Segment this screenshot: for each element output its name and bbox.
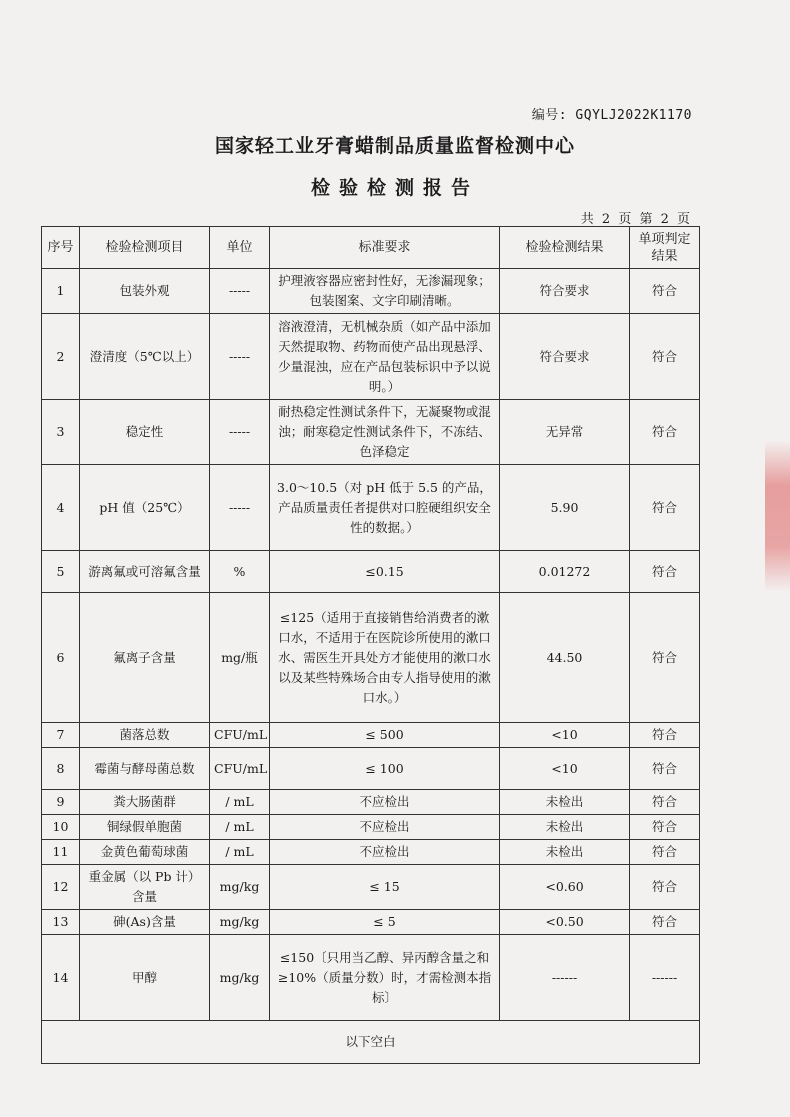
row-result: <10 (500, 748, 630, 790)
row-unit: mg/kg (210, 935, 270, 1021)
row-judgement: 符合 (630, 593, 700, 723)
row-judgement: 符合 (630, 910, 700, 935)
row-result: <0.50 (500, 910, 630, 935)
row-unit: / mL (210, 815, 270, 840)
row-judgement: 符合 (630, 723, 700, 748)
page-counter: 共 2 页 第 2 页 (580, 212, 690, 227)
row-unit: ----- (210, 465, 270, 551)
row-no: 7 (42, 723, 80, 748)
row-judgement: 符合 (630, 400, 700, 465)
row-standard: ≤150〔只用当乙醇、异丙醇含量之和≥10%（质量分数）时，才需检测本指标〕 (270, 935, 500, 1021)
row-item: 氟离子含量 (80, 593, 210, 723)
table-row (42, 748, 700, 790)
row-judgement: ------ (630, 935, 700, 1021)
col-header-judgement: 单项判定结果 (630, 227, 700, 269)
row-result: 44.50 (500, 593, 630, 723)
row-no: 2 (42, 314, 80, 400)
table-row (42, 314, 700, 400)
stamp-seal (765, 440, 790, 592)
row-item: 砷(As)含量 (80, 910, 210, 935)
row-item: 稳定性 (80, 400, 210, 465)
row-result: <0.60 (500, 865, 630, 910)
row-judgement: 符合 (630, 465, 700, 551)
row-unit: / mL (210, 790, 270, 815)
row-no: 9 (42, 790, 80, 815)
row-item: 澄清度（5℃以上） (80, 314, 210, 400)
row-item: 霉菌与酵母菌总数 (80, 748, 210, 790)
table-row (42, 269, 700, 314)
row-standard: 不应检出 (270, 815, 500, 840)
col-header-standard: 标准要求 (270, 227, 500, 269)
report-title: 检验检测报告 (310, 177, 479, 199)
row-result: 未检出 (500, 815, 630, 840)
row-result: ------ (500, 935, 630, 1021)
row-item: 铜绿假单胞菌 (80, 815, 210, 840)
row-no: 3 (42, 400, 80, 465)
row-no: 6 (42, 593, 80, 723)
row-no: 13 (42, 910, 80, 935)
results-table (41, 226, 700, 1064)
row-unit: ----- (210, 269, 270, 314)
row-no: 1 (42, 269, 80, 314)
row-item: pH 值（25℃） (80, 465, 210, 551)
row-unit: mg/瓶 (210, 593, 270, 723)
row-no: 8 (42, 748, 80, 790)
row-standard: ≤0.15 (270, 551, 500, 593)
row-standard: ≤ 100 (270, 748, 500, 790)
row-item: 菌落总数 (80, 723, 210, 748)
row-item: 包装外观 (80, 269, 210, 314)
table-row (42, 723, 700, 748)
table-row (42, 815, 700, 840)
table-row (42, 551, 700, 593)
row-judgement: 符合 (630, 790, 700, 815)
row-item: 甲醇 (80, 935, 210, 1021)
row-unit: / mL (210, 840, 270, 865)
row-unit: ----- (210, 400, 270, 465)
row-standard: 溶液澄清，无机械杂质（如产品中添加天然提取物、药物而使产品出现悬浮、少量混浊，应在产品包装标识中予以说明。） (270, 314, 500, 400)
col-header-result: 检验检测结果 (500, 227, 630, 269)
row-no: 10 (42, 815, 80, 840)
row-unit: CFU/mL (210, 748, 270, 790)
table-row (42, 790, 700, 815)
row-standard: 3.0～10.5（对 pH 低于 5.5 的产品，产品质量责任者提供对口腔硬组织安全性的数据。） (270, 465, 500, 551)
table-end-row (42, 1021, 700, 1064)
row-judgement: 符合 (630, 865, 700, 910)
table-row (42, 840, 700, 865)
organization-name: 国家轻工业牙膏蜡制品质量监督检测中心 (214, 135, 575, 157)
row-unit: CFU/mL (210, 723, 270, 748)
row-item: 金黄色葡萄球菌 (80, 840, 210, 865)
row-standard: 不应检出 (270, 840, 500, 865)
table-row (42, 865, 700, 910)
row-no: 5 (42, 551, 80, 593)
row-judgement: 符合 (630, 551, 700, 593)
row-standard: 耐热稳定性测试条件下，无凝聚物或混浊；耐寒稳定性测试条件下，不冻结、色泽稳定 (270, 400, 500, 465)
row-standard: 护理液容器应密封性好，无渗漏现象；包装图案、文字印刷清晰。 (270, 269, 500, 314)
row-standard: ≤ 500 (270, 723, 500, 748)
row-result: 符合要求 (500, 269, 630, 314)
row-standard: 不应检出 (270, 790, 500, 815)
row-unit: ----- (210, 314, 270, 400)
table-row (42, 465, 700, 551)
row-no: 14 (42, 935, 80, 1021)
row-judgement: 符合 (630, 314, 700, 400)
row-unit: mg/kg (210, 910, 270, 935)
row-result: <10 (500, 723, 630, 748)
report-code: 编号: GQYLJ2022K1170 (531, 108, 692, 123)
row-result: 5.90 (500, 465, 630, 551)
col-header-unit: 单位 (210, 227, 270, 269)
row-result: 未检出 (500, 840, 630, 865)
row-judgement: 符合 (630, 269, 700, 314)
table-row (42, 400, 700, 465)
row-judgement: 符合 (630, 815, 700, 840)
row-standard: ≤ 5 (270, 910, 500, 935)
row-judgement: 符合 (630, 840, 700, 865)
row-judgement: 符合 (630, 748, 700, 790)
row-no: 4 (42, 465, 80, 551)
col-header-item: 检验检测项目 (80, 227, 210, 269)
row-standard: ≤125（适用于直接销售给消费者的漱口水，不适用于在医院诊所使用的漱口水、需医生开具处方才能使用的漱口水以及某些特殊场合由专人指导使用的漱口水。） (270, 593, 500, 723)
row-no: 11 (42, 840, 80, 865)
row-item: 游离氟或可溶氟含量 (80, 551, 210, 593)
row-result: 未检出 (500, 790, 630, 815)
row-result: 符合要求 (500, 314, 630, 400)
row-standard: ≤ 15 (270, 865, 500, 910)
row-unit: mg/kg (210, 865, 270, 910)
row-no: 12 (42, 865, 80, 910)
row-item: 粪大肠菌群 (80, 790, 210, 815)
end-of-report-note: 以下空白 (42, 1021, 700, 1064)
row-unit: % (210, 551, 270, 593)
row-result: 0.01272 (500, 551, 630, 593)
table-header-row (42, 227, 700, 269)
table-row (42, 935, 700, 1021)
table-row (42, 910, 700, 935)
row-result: 无异常 (500, 400, 630, 465)
table-row (42, 593, 700, 723)
col-header-no: 序号 (42, 227, 80, 269)
row-item: 重金属（以 Pb 计）含量 (80, 865, 210, 910)
